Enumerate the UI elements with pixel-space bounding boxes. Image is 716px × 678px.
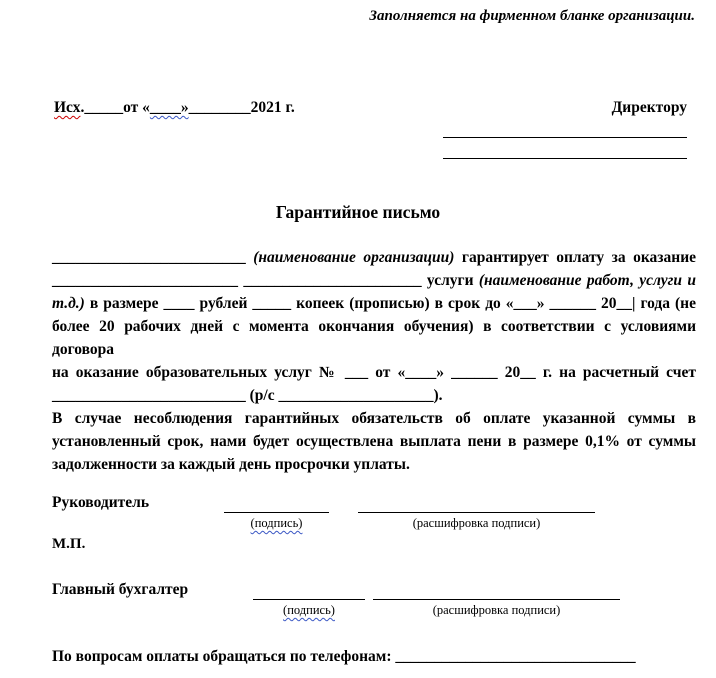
service-hint-part1: (наименование работ, услуги и <box>478 272 696 289</box>
letterhead-note: Заполняется на фирменном бланке организации. <box>369 8 695 24</box>
accountant-signature-blank-line <box>253 599 365 600</box>
accountant-name-blank-line <box>373 599 620 600</box>
head-name-caption: (расшифровка подписи) <box>412 516 541 530</box>
ref-mid: ._____от « <box>80 99 150 116</box>
service-hint-part2: т.д.) <box>52 295 85 312</box>
letter-body <box>52 246 696 476</box>
payment-phones-label: По вопросам оплаты обращаться по телефонам: <box>52 648 396 665</box>
outgoing-ref-line <box>54 99 295 117</box>
body-line-3 <box>52 292 696 315</box>
penalty-line-2: установленный срок, нами будет осуществлена выплата пени в размере 0,1% от суммы <box>52 433 696 450</box>
ref-year: 2021 г. <box>250 99 295 116</box>
org-name-blank: _________________________ <box>52 249 254 266</box>
stamp-place-label: М.П. <box>52 536 86 552</box>
body-line-1: _________________________ (наименование организации) гарантирует оплату за оказание <box>52 249 697 266</box>
payment-phones-line <box>52 648 636 666</box>
payment-phones-blank: _______________________________ <box>395 648 636 665</box>
amount-and-term-text: в размере ____ рублей _____ копеек (прописью) в срок до «___» ______ 20__| года (не <box>84 295 696 312</box>
document-title: Гарантийное письмо <box>275 202 441 222</box>
accountant-title-label: Главный бухгалтер <box>52 581 189 598</box>
addressee-name-blank-line-1 <box>443 118 687 138</box>
penalty-line-1: В случае несоблюдения гарантийных обязательств об оплате указанной суммы в <box>52 410 696 427</box>
accountant-name-caption: (расшифровка подписи) <box>432 603 561 617</box>
accountant-signature-row <box>52 581 664 600</box>
head-signature-row <box>52 494 664 513</box>
accountant-sign-caption: (подпись) <box>283 603 335 617</box>
head-name-blank-line <box>358 512 595 513</box>
ref-date-blank-misspelling: ____» <box>149 99 189 116</box>
ref-tail: ________ <box>188 99 251 116</box>
penalty-line-3: задолженности за каждый день просрочки уплаты. <box>52 456 410 473</box>
ref-prefix-misspelling: Исх <box>54 99 81 116</box>
head-signature-blank-line <box>224 512 329 513</box>
body-line-6: _________________________ (р/с ____________________). <box>52 387 443 404</box>
body-line-2 <box>52 269 696 292</box>
addressee-name-blanks <box>443 118 687 159</box>
org-name-hint: (наименование организации) <box>253 249 455 266</box>
head-sign-caption: (подпись) <box>250 516 303 530</box>
head-title-label: Руководитель <box>52 494 150 511</box>
body-line-5: на оказание образовательных услуг № ___ от «____» ______ 20__ г. на расчетный счет <box>52 364 696 381</box>
addressee-name-blank-line-2 <box>443 138 687 159</box>
service-blanks: ________________________ _______________________ услуги <box>52 272 479 289</box>
addressee-label: Директору <box>611 99 687 116</box>
body-line-4: более 20 рабочих дней с момента окончания обучения) в соответствии с условиями договора <box>52 318 696 358</box>
